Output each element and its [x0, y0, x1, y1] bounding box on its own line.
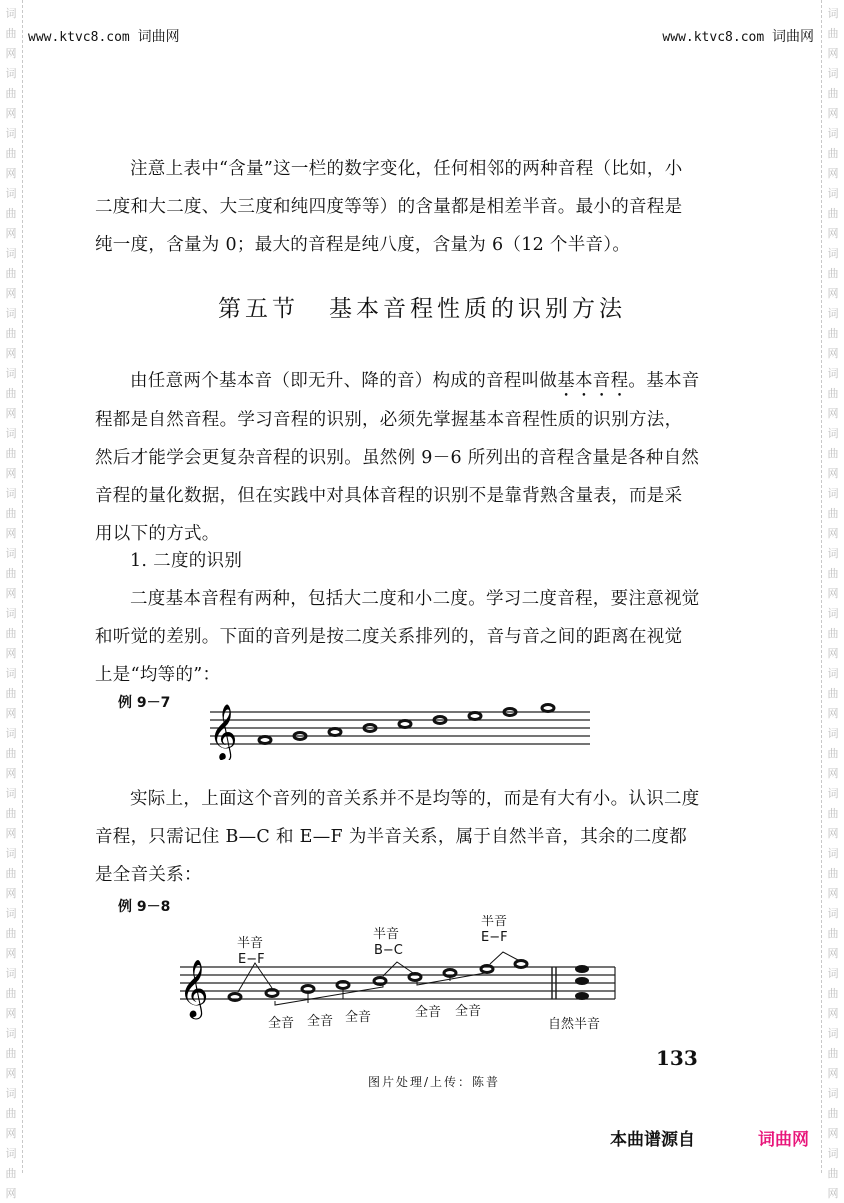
- watermark-char: 网: [827, 227, 839, 240]
- watermark-char: 曲: [5, 987, 17, 1000]
- watermark-char: 词: [5, 1147, 17, 1160]
- svg-text:全音: 全音: [268, 1016, 295, 1031]
- watermark-char: 网: [5, 587, 17, 600]
- watermark-char: 曲: [5, 267, 17, 280]
- watermark-char: 曲: [5, 627, 17, 640]
- watermark-char: 曲: [827, 447, 839, 460]
- watermark-char: 网: [827, 47, 839, 60]
- watermark-char: 曲: [827, 507, 839, 520]
- section-number: 第五节: [218, 296, 299, 322]
- watermark-char: 网: [827, 887, 839, 900]
- watermark-char: 网: [5, 707, 17, 720]
- watermark-char: 网: [827, 587, 839, 600]
- watermark-char: 词: [827, 367, 839, 380]
- watermark-char: 曲: [5, 1107, 17, 1120]
- watermark-char: 网: [5, 227, 17, 240]
- watermark-char: 曲: [5, 207, 17, 220]
- watermark-char: 词: [827, 427, 839, 440]
- watermark-char: 网: [827, 467, 839, 480]
- watermark-char: 网: [827, 347, 839, 360]
- example-9-7-staff: [205, 690, 595, 760]
- watermark-char: 曲: [5, 1167, 17, 1180]
- left-watermark-strip: [0, 0, 23, 1200]
- watermark-char: 网: [827, 1067, 839, 1080]
- watermark-char: 词: [5, 367, 17, 380]
- watermark-char: 网: [5, 1067, 17, 1080]
- watermark-char: 词: [5, 67, 17, 80]
- watermark-char: 词: [5, 907, 17, 920]
- watermark-char: 词: [827, 787, 839, 800]
- watermark-char: 网: [5, 1127, 17, 1140]
- watermark-char: 曲: [827, 147, 839, 160]
- definition-paragraph: 由任意两个基本音（即无升、降的音）构成的音程叫做基本音程。基本音程都是自然音程。学习音程的识别，必须先掌握基本音程性质的识别方法，然后才能学会更复杂音程的识别。虽然例 9－6 所列出的音程含量是各种自然音程的量化数据，但在实践中对具体音程的识别不是靠背熟含量表，而是采用以下的方式。: [95, 371, 700, 544]
- watermark-char: 词: [5, 1027, 17, 1040]
- watermark-char: 词: [5, 847, 17, 860]
- watermark-char: 词: [5, 247, 17, 260]
- example-9-8-label: 例 9－8: [118, 899, 171, 915]
- watermark-char: 曲: [5, 447, 17, 460]
- chord-caption: 自然半音: [548, 1017, 601, 1032]
- watermark-char: 词: [827, 907, 839, 920]
- watermark-char: 曲: [827, 927, 839, 940]
- source-site-link[interactable]: 词曲网: [758, 1130, 809, 1150]
- watermark-char: 网: [5, 47, 17, 60]
- watermark-char: 词: [5, 607, 17, 620]
- svg-text:全音: 全音: [307, 1014, 334, 1029]
- watermark-char: 曲: [827, 867, 839, 880]
- watermark-char: 词: [5, 727, 17, 740]
- watermark-char: 词: [827, 847, 839, 860]
- watermark-char: 曲: [827, 267, 839, 280]
- site-name: 词曲网: [772, 29, 814, 45]
- watermark-char: 网: [5, 1187, 17, 1200]
- section-heading: [0, 290, 844, 323]
- watermark-char: 网: [827, 1127, 839, 1140]
- svg-text:B−C: B−C: [374, 943, 403, 958]
- right-watermark-strip: [821, 0, 844, 1200]
- watermark-char: 曲: [827, 27, 839, 40]
- watermark-char: 词: [5, 787, 17, 800]
- watermark-char: 曲: [5, 747, 17, 760]
- watermark-char: 网: [5, 287, 17, 300]
- watermark-char: 曲: [5, 87, 17, 100]
- watermark-char: 网: [827, 707, 839, 720]
- subheading-second-interval: 1. 二度的识别: [130, 551, 243, 571]
- watermark-char: 曲: [827, 327, 839, 340]
- image-credit: 图片处理/上传：陈普: [368, 1075, 501, 1089]
- watermark-char: 网: [5, 467, 17, 480]
- watermark-char: 词: [5, 307, 17, 320]
- watermark-char: 词: [827, 1147, 839, 1160]
- watermark-char: 网: [5, 527, 17, 540]
- watermark-char: 网: [827, 527, 839, 540]
- svg-text:E−F: E−F: [238, 952, 265, 967]
- watermark-char: 网: [827, 827, 839, 840]
- watermark-char: 曲: [5, 927, 17, 940]
- watermark-char: 曲: [5, 507, 17, 520]
- example-9-8-staff: [175, 915, 635, 1035]
- site-url: www.ktvc8.com: [662, 30, 765, 45]
- watermark-char: 词: [5, 7, 17, 20]
- treble-clef-icon: 𝄞: [209, 704, 238, 760]
- watermark-char: 词: [827, 1087, 839, 1100]
- watermark-char: 网: [827, 767, 839, 780]
- svg-text:全音: 全音: [415, 1005, 442, 1020]
- watermark-char: 曲: [5, 387, 17, 400]
- svg-text:半音: 半音: [373, 927, 400, 942]
- watermark-char: 词: [827, 187, 839, 200]
- site-header-left[interactable]: [28, 26, 180, 46]
- watermark-char: 词: [5, 427, 17, 440]
- watermark-char: 词: [827, 487, 839, 500]
- example-9-7-label: 例 9－7: [118, 695, 171, 711]
- watermark-char: 词: [827, 127, 839, 140]
- watermark-char: 网: [827, 167, 839, 180]
- watermark-char: 曲: [827, 207, 839, 220]
- watermark-char: 曲: [5, 687, 17, 700]
- watermark-char: 网: [5, 647, 17, 660]
- emphasized-term: 基本音程: [557, 371, 629, 391]
- watermark-char: 曲: [827, 1167, 839, 1180]
- watermark-char: 词: [827, 547, 839, 560]
- watermark-char: 曲: [827, 1107, 839, 1120]
- intro-paragraph: 注意上表中“含量”这一栏的数字变化，任何相邻的两种音程（比如，小二度和大二度、大三度和纯四度等等）的含量都是相差半音。最小的音程是纯一度，含量为 0；最大的音程是纯八度，含量为 6（12 个半音）。: [95, 159, 683, 255]
- svg-text:全音: 全音: [455, 1004, 482, 1019]
- watermark-char: 词: [827, 667, 839, 680]
- treble-clef-icon: 𝄞: [179, 959, 209, 1017]
- watermark-char: 网: [5, 947, 17, 960]
- watermark-char: 词: [5, 547, 17, 560]
- watermark-char: 曲: [827, 987, 839, 1000]
- svg-text:E−F: E−F: [481, 930, 508, 945]
- watermark-char: 曲: [5, 1047, 17, 1060]
- watermark-char: 曲: [5, 27, 17, 40]
- watermark-char: 网: [5, 167, 17, 180]
- watermark-char: 词: [827, 67, 839, 80]
- watermark-char: 曲: [5, 327, 17, 340]
- watermark-char: 网: [827, 947, 839, 960]
- watermark-char: 词: [827, 1027, 839, 1040]
- watermark-char: 词: [5, 967, 17, 980]
- watermark-char: 词: [827, 307, 839, 320]
- half-step-paragraph: 实际上，上面这个音列的音关系并不是均等的，而是有大有小。认识二度音程，只需记住 B—C 和 E—F 为半音关系，属于自然半音，其余的二度都是全音关系：: [95, 789, 700, 885]
- source-label: 本曲谱源自: [610, 1130, 695, 1150]
- watermark-char: 曲: [5, 867, 17, 880]
- watermark-char: 网: [827, 1007, 839, 1020]
- watermark-char: 曲: [827, 567, 839, 580]
- watermark-char: 词: [5, 127, 17, 140]
- page-number: 133: [656, 1046, 698, 1070]
- watermark-char: 网: [5, 407, 17, 420]
- watermark-char: 词: [827, 967, 839, 980]
- svg-text:全音: 全音: [345, 1010, 372, 1025]
- section-title: 基本音程性质的识别方法: [329, 296, 626, 322]
- watermark-char: 词: [827, 247, 839, 260]
- watermark-char: 网: [827, 107, 839, 120]
- watermark-char: 网: [827, 647, 839, 660]
- watermark-char: 曲: [5, 807, 17, 820]
- watermark-char: 曲: [827, 747, 839, 760]
- site-name: 词曲网: [137, 29, 180, 45]
- watermark-char: 网: [827, 407, 839, 420]
- site-header-right[interactable]: [662, 26, 814, 46]
- watermark-char: 网: [5, 347, 17, 360]
- watermark-char: 词: [827, 727, 839, 740]
- watermark-char: 曲: [5, 147, 17, 160]
- watermark-char: 词: [5, 1087, 17, 1100]
- watermark-char: 曲: [827, 807, 839, 820]
- watermark-char: 词: [5, 487, 17, 500]
- watermark-char: 曲: [827, 87, 839, 100]
- watermark-char: 词: [827, 607, 839, 620]
- watermark-char: 网: [5, 1007, 17, 1020]
- watermark-char: 曲: [5, 567, 17, 580]
- watermark-char: 网: [5, 827, 17, 840]
- watermark-char: 词: [5, 667, 17, 680]
- watermark-char: 曲: [827, 627, 839, 640]
- site-url: www.ktvc8.com: [28, 30, 130, 45]
- watermark-char: 网: [827, 287, 839, 300]
- watermark-char: 词: [827, 7, 839, 20]
- watermark-char: 曲: [827, 1047, 839, 1060]
- watermark-char: 网: [5, 107, 17, 120]
- svg-text:半音: 半音: [237, 936, 264, 951]
- watermark-char: 曲: [827, 387, 839, 400]
- watermark-char: 网: [5, 767, 17, 780]
- watermark-char: 网: [5, 887, 17, 900]
- watermark-char: 网: [827, 1187, 839, 1200]
- watermark-char: 词: [5, 187, 17, 200]
- svg-text:半音: 半音: [481, 915, 508, 929]
- second-interval-paragraph: 二度基本音程有两种，包括大二度和小二度。学习二度音程，要注意视觉和听觉的差别。下面的音列是按二度关系排列的，音与音之间的距离在视觉上是“均等的”：: [95, 589, 700, 685]
- watermark-char: 曲: [827, 687, 839, 700]
